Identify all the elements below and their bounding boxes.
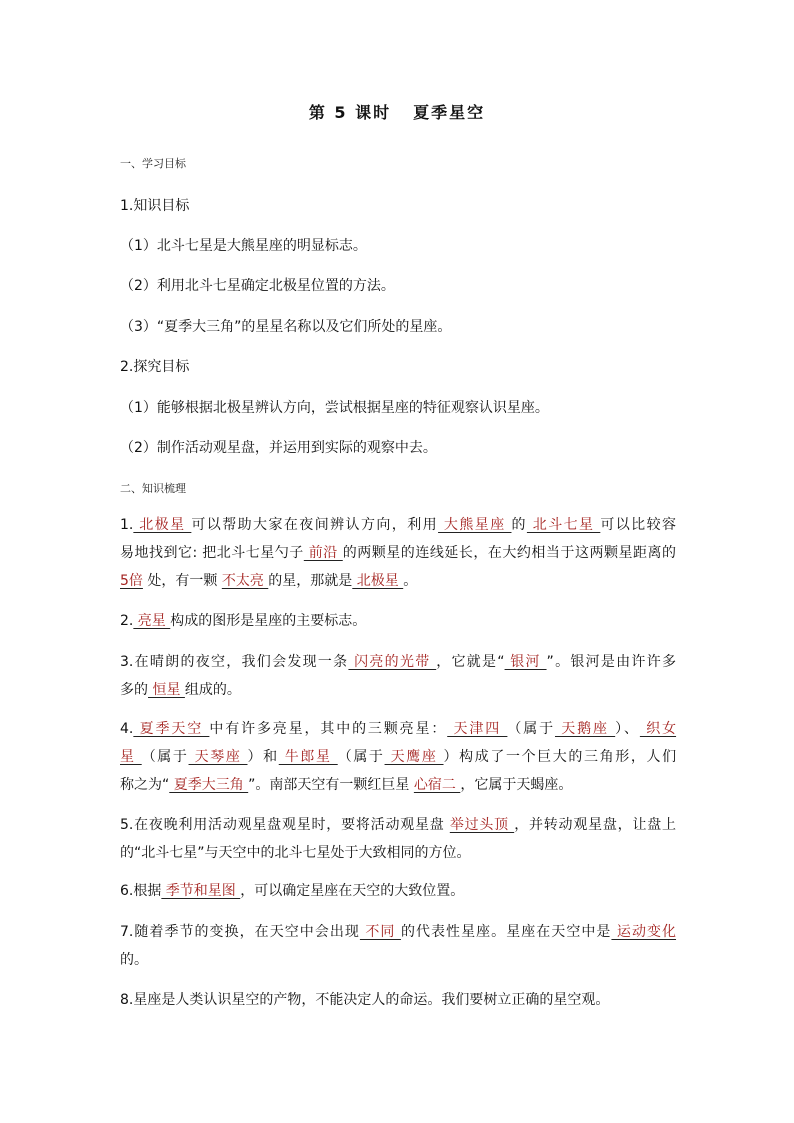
answer-blank: 闪亮的光带 [348, 654, 437, 670]
answer-blank: 北极星 [133, 517, 192, 533]
knowledge-goal-1: （1）北斗七星是大熊星座的明显标志。 [120, 238, 367, 254]
review-item-8: 8.星座是人类认识星空的产物，不能决定人的命运。我们要树立正确的星空观。 [120, 992, 610, 1008]
answer-blank: 举过头顶 [449, 817, 515, 833]
review-item-3: 3.在晴朗的夜空，我们会发现一条 闪亮的光带 ，它就是“ 银河 ”。银河是由许许多 多的 恒星 组成的。 [120, 654, 676, 698]
section-heading-review: 二、知识梳理 [120, 482, 186, 495]
answer-blank: 星 [120, 749, 142, 765]
title-topic: 夏季星空 [413, 103, 486, 122]
answer-blank: 夏季天空 [133, 721, 210, 737]
knowledge-goal-3: （3）“夏季大三角”的星星名称以及它们所处的星座。 [120, 319, 452, 335]
answer-blank: 大熊星座 [438, 517, 512, 533]
title-lesson: 第 5 课时 [308, 103, 392, 122]
page-title [0, 100, 794, 123]
section-heading-goals: 一、学习目标 [120, 157, 186, 170]
review-item-2: 2. 亮星 构成的图形是星座的主要标志。 [120, 613, 367, 629]
answer-blank: 北极星 [352, 573, 404, 589]
answer-blank: 牛郎星 [278, 749, 338, 765]
answer-blank: 织女 [639, 721, 677, 737]
answer-blank: 心宿二 [413, 777, 461, 793]
answer-blank: 5倍 [120, 573, 143, 589]
answer-blank: 天琴座 [188, 749, 248, 765]
answer-blank: 恒星 [148, 682, 185, 698]
review-item-7: 7.随着季节的变换，在天空中会出现 不同 的代表性星座。星座在天空中是 运动变化 的。 [120, 924, 677, 968]
answer-blank: 季节和星图 [161, 883, 241, 899]
answer-blank: 北斗七星 [526, 517, 601, 533]
review-item-4: 4. 夏季天空 中有许多亮星，其中的三颗亮星： 天津四 （属于 天鹅座 ）、 织女 星 （属于 天琴座 ）和 牛郎星 （属于 天鹰座 ）构成了一个巨大的三角形，人们 称之为“ 夏季大三角 ”。南部天空有一颗红巨星 心宿二 ，它属于天蝎座。 [120, 721, 677, 793]
answer-blank: 前沿 [303, 545, 343, 561]
review-item-5: 5.在夜晚利用活动观星盘观星时，要将活动观星盘 举过头顶 ，并转动观星盘，让盘上 的“北斗七星”与天空中的北斗七星处于大致相同的方位。 [120, 817, 677, 861]
answer-blank: 不太亮 [221, 573, 269, 589]
review-item-1: 1. 北极星 可以帮助大家在夜间辨认方向，利用 大熊星座 的 北斗七星 可以比较容 易地找到它: 把北斗七星勺子 前沿 的两颗星的连线延长，在大约相当于这两颗星距离的 5倍 处，有一颗 不太亮 的星，那就是 北极星 。 [120, 517, 677, 589]
knowledge-goal-heading: 1.知识目标 [120, 198, 190, 214]
explore-goal-2: （2）制作活动观星盘，并运用到实际的观察中去。 [120, 440, 437, 456]
answer-blank: 亮星 [133, 613, 171, 629]
answer-blank: 夏季大三角 [169, 777, 249, 793]
review-item-6: 6.根据 季节和星图 ，可以确定星座在天空的大致位置。 [120, 883, 465, 899]
answer-blank: 不同 [359, 924, 401, 940]
answer-blank: 天津四 [447, 721, 508, 737]
knowledge-goal-2: （2）利用北斗七星确定北极星位置的方法。 [120, 278, 395, 294]
answer-blank: 天鹅座 [554, 721, 616, 737]
explore-goal-heading: 2.探究目标 [120, 359, 190, 375]
answer-blank: 银河 [504, 654, 547, 670]
explore-goal-1: （1）能够根据北极星辨认方向，尝试根据星座的特征观察认识星座。 [120, 400, 549, 416]
answer-blank: 运动变化 [611, 924, 677, 940]
answer-blank: 天鹰座 [384, 749, 444, 765]
